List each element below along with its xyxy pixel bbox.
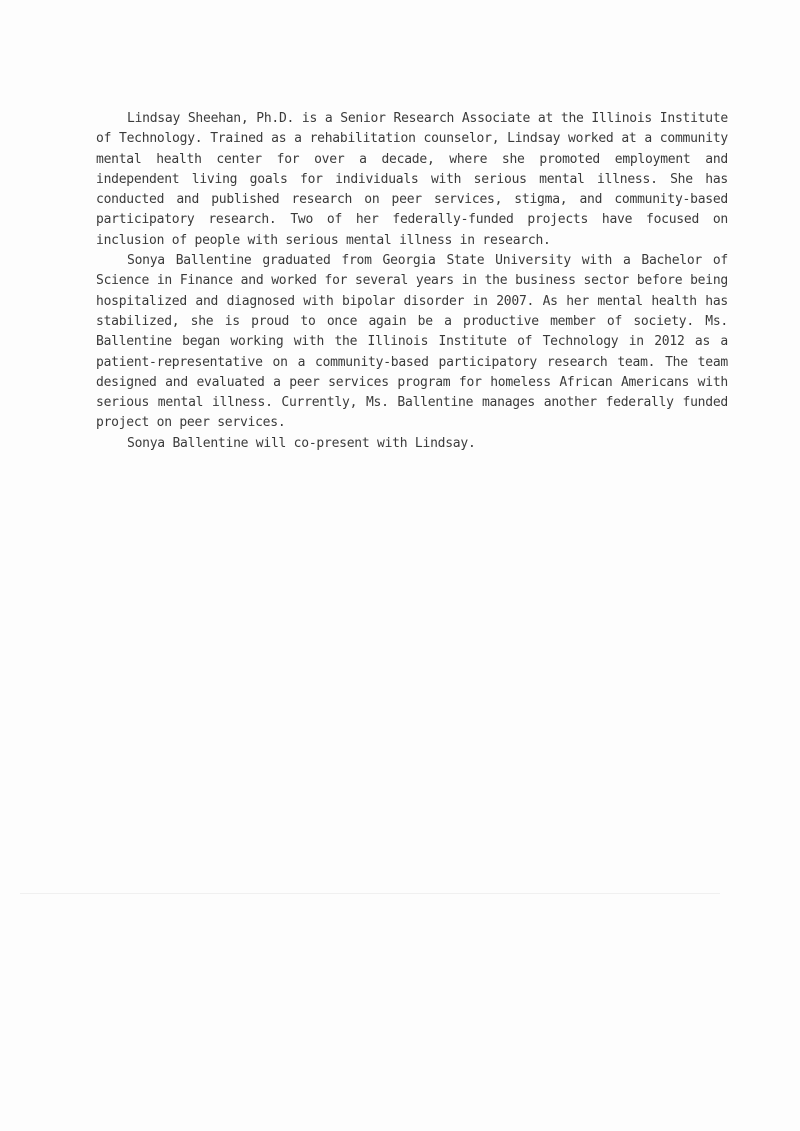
bio-paragraph-lindsay-sheehan: Lindsay Sheehan, Ph.D. is a Senior Research Associate at the Illinois Institute of Technology. Trained as a rehabilitation counselor, Lindsay worked at a community mental health center for over a decade, where she promoted employment and independent living goals for individuals with serious mental illness. She has conducted and published research on peer services, stigma, and community-based participatory research. Two of her federally-funded projects have focused on inclusion of people with serious mental illness in research.	[96, 111, 728, 248]
scan-artifact-line	[20, 893, 720, 894]
bio-paragraph-sonya-ballentine: Sonya Ballentine graduated from Georgia State University with a Bachelor of Science in Finance and worked for several years in the business sector before being hospitalized and diagnosed with bipolar disorder in 2007. As her mental health has stabilized, she is proud to once again be a productive member of society. Ms. Ballentine began working with the Illinois Institute of Technology in 2012 as a patient-representative on a community-based participatory research team. The team designed and evaluated a peer services program for homeless African Americans with serious mental illness. Currently, Ms. Ballentine manages another federally funded project on peer services.	[96, 253, 728, 431]
co-presenter-note: Sonya Ballentine will co-present with Lindsay.	[127, 435, 476, 451]
bio-text-block	[96, 109, 728, 454]
